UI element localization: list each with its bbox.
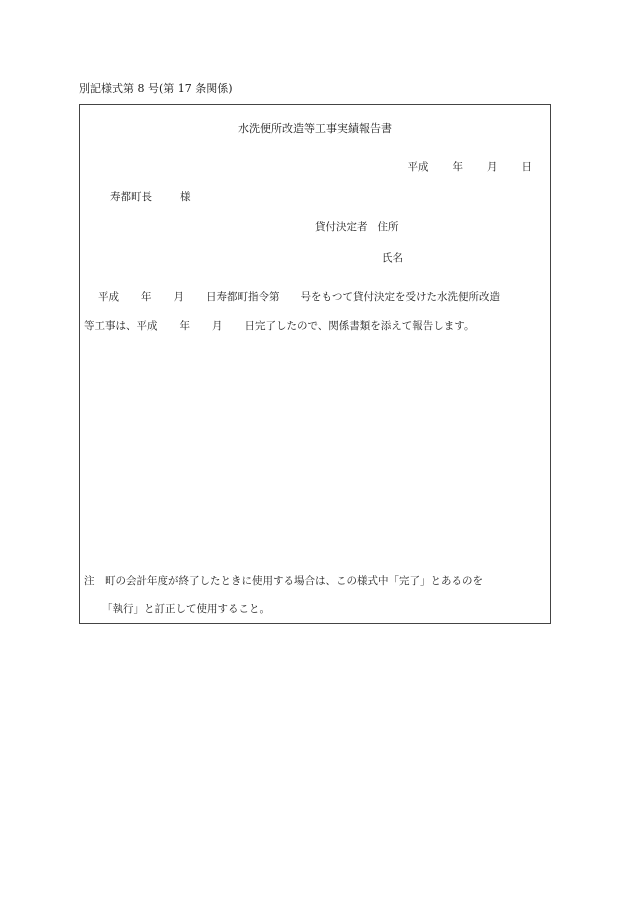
body-era: 平成: [98, 291, 119, 303]
date-day: 日: [521, 161, 532, 173]
applicant-address-row: [315, 219, 399, 234]
body-line-2-prefix: 等工事は、平成: [84, 320, 158, 332]
applicant-address-label: 住所: [377, 221, 399, 233]
body-month: 月: [173, 291, 184, 303]
date-month: 月: [487, 161, 498, 173]
body-line-2: [84, 318, 474, 333]
note-line-1: 注 町の会計年度が終了したときに使用する場合は、この様式中「完了」とあるのを: [84, 575, 483, 587]
addressee: [110, 189, 191, 204]
report-date: [408, 159, 533, 174]
form-title: 水洗便所改造等工事実績報告書: [238, 122, 392, 135]
completion-month: 月: [212, 320, 223, 332]
date-era: 平成: [407, 161, 429, 173]
report-form-frame: [79, 104, 551, 624]
applicant-role: 貸付決定者: [315, 221, 368, 233]
body-year: 年: [141, 291, 152, 303]
addressee-name: 寿都町長: [110, 191, 152, 203]
completion-year: 年: [179, 320, 190, 332]
body-line-1: [98, 289, 500, 304]
applicant-name-label: 氏名: [382, 252, 403, 264]
body-line-2-text: 日完了したので、関係書類を添えて報告します。: [244, 320, 475, 332]
body-line-1-text: 日寿都町指令第 号をもつて貸付決定を受けた水洗便所改造: [206, 291, 500, 303]
form-number-label: 別記様式第 8 号(第 17 条関係): [79, 82, 233, 95]
addressee-honorific: 様: [180, 191, 191, 203]
note-line-2: 「執行」と訂正して使用すること。: [102, 603, 270, 615]
date-year: 年: [452, 161, 463, 173]
